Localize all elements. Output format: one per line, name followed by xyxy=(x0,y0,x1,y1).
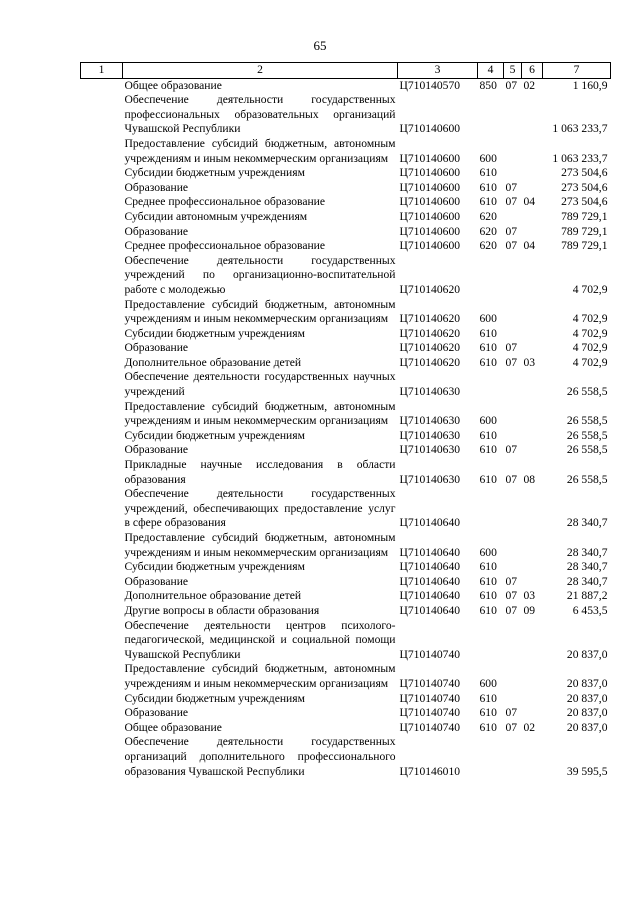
amount-cell: 28 340,7 xyxy=(566,545,608,559)
header-col-5: 5 xyxy=(504,63,522,79)
row-index-cell xyxy=(81,239,123,254)
amount-cell: 26 558,5 xyxy=(566,385,608,399)
subsection-cell xyxy=(522,254,543,298)
target-code-cell: Ц710140640 xyxy=(399,603,461,617)
amount-cell: 20 837,0 xyxy=(566,691,608,705)
table-header-row xyxy=(81,63,611,79)
table-row xyxy=(81,735,611,779)
item-name-cell: Субсидии бюджетным учреждениям xyxy=(124,691,305,705)
amount-cell: 39 595,5 xyxy=(566,764,608,778)
item-name-cell: Предоставление субсидий бюджетным, автономным учреждениям и иным некоммерческим организациям xyxy=(124,136,396,165)
expense-type-cell: 850 xyxy=(479,78,497,92)
row-index-cell xyxy=(81,181,123,196)
table-row xyxy=(81,298,611,327)
section-cell xyxy=(504,254,522,298)
table-row xyxy=(81,239,611,254)
amount-cell: 1 063 233,7 xyxy=(552,151,608,165)
subsection-cell: 09 xyxy=(523,603,536,617)
amount-cell: 20 837,0 xyxy=(566,647,608,661)
subsection-cell xyxy=(522,531,543,560)
target-code-cell: Ц710140630 xyxy=(399,428,461,442)
subsection-cell xyxy=(522,706,543,721)
target-code-cell: Ц710140740 xyxy=(399,676,461,690)
row-index-cell xyxy=(81,662,123,691)
item-name-cell: Обеспечение деятельности государственных профессиональных образовательных организаций Чувашской Республики xyxy=(124,93,396,136)
target-code-cell: Ц710140620 xyxy=(399,341,461,355)
table-row xyxy=(81,137,611,166)
expense-type-cell: 610 xyxy=(479,706,497,720)
target-code-cell: Ц710140600 xyxy=(399,166,461,180)
subsection-cell xyxy=(522,166,543,181)
amount-cell: 21 887,2 xyxy=(566,589,608,603)
item-name-cell: Образование xyxy=(124,180,189,194)
table-row xyxy=(81,181,611,196)
table-row xyxy=(81,531,611,560)
section-cell xyxy=(504,400,522,429)
row-index-cell xyxy=(81,370,123,399)
row-index-cell xyxy=(81,487,123,531)
amount-cell: 789 729,1 xyxy=(561,209,608,223)
amount-cell: 4 702,9 xyxy=(572,341,608,355)
section-cell: 07 xyxy=(505,706,518,720)
expense-type-cell: 610 xyxy=(479,428,497,442)
target-code-cell: Ц710146010 xyxy=(399,764,461,778)
section-cell xyxy=(504,137,522,166)
section-cell: 07 xyxy=(505,472,518,486)
table-row xyxy=(81,327,611,342)
expense-type-cell: 610 xyxy=(479,355,497,369)
item-name-cell: Другие вопросы в области образования xyxy=(124,603,320,617)
item-name-cell: Образование xyxy=(124,706,189,720)
amount-cell: 28 340,7 xyxy=(566,574,608,588)
target-code-cell: Ц710140620 xyxy=(399,312,461,326)
amount-cell: 1 063 233,7 xyxy=(552,122,608,136)
expense-type-cell: 600 xyxy=(479,151,497,165)
subsection-cell xyxy=(522,429,543,444)
item-name-cell: Прикладные научные исследования в области образования xyxy=(124,458,396,486)
subsection-cell xyxy=(522,327,543,342)
row-index-cell xyxy=(81,225,123,240)
item-name-cell: Образование xyxy=(124,574,189,588)
section-cell: 07 xyxy=(505,224,518,238)
item-name-cell: Среднее профессиональное образование xyxy=(124,195,326,209)
expense-type-cell xyxy=(478,487,504,531)
row-index-cell xyxy=(81,195,123,210)
amount-cell: 20 837,0 xyxy=(566,720,608,734)
row-index-cell xyxy=(81,298,123,327)
subsection-cell xyxy=(522,210,543,225)
item-name-cell: Субсидии бюджетным учреждениям xyxy=(124,428,305,442)
subsection-cell xyxy=(522,443,543,458)
expense-type-cell: 610 xyxy=(479,603,497,617)
expense-type-cell: 610 xyxy=(479,720,497,734)
row-index-cell xyxy=(81,78,123,93)
subsection-cell xyxy=(522,619,543,663)
expense-type-cell xyxy=(478,370,504,399)
subsection-cell xyxy=(522,400,543,429)
table-row xyxy=(81,429,611,444)
section-cell xyxy=(504,370,522,399)
subsection-cell xyxy=(522,662,543,691)
section-cell: 07 xyxy=(505,574,518,588)
expense-type-cell: 610 xyxy=(479,341,497,355)
subsection-cell xyxy=(522,487,543,531)
section-cell: 07 xyxy=(505,589,518,603)
table-row xyxy=(81,662,611,691)
item-name-cell: Обеспечение деятельности государственных учреждений по организационно-воспитательной работе с молодежью xyxy=(124,253,396,296)
expense-type-cell: 620 xyxy=(479,224,497,238)
expense-type-cell xyxy=(478,254,504,298)
target-code-cell: Ц710140740 xyxy=(399,691,461,705)
target-code-cell: Ц710140600 xyxy=(399,195,461,209)
item-name-cell: Предоставление субсидий бюджетным, автономным учреждениям и иным некоммерческим организациям xyxy=(124,531,396,559)
row-index-cell xyxy=(81,531,123,560)
table-row xyxy=(81,560,611,575)
section-cell: 07 xyxy=(505,720,518,734)
item-name-cell: Общее образование xyxy=(124,720,222,734)
item-name-cell: Дополнительное образование детей xyxy=(124,355,302,369)
subsection-cell: 03 xyxy=(523,589,536,603)
subsection-cell xyxy=(522,298,543,327)
target-code-cell: Ц710140740 xyxy=(399,647,461,661)
table-row xyxy=(81,225,611,240)
table-row xyxy=(81,589,611,604)
expense-type-cell: 620 xyxy=(479,239,497,253)
expense-type-cell xyxy=(478,619,504,663)
expense-type-cell: 600 xyxy=(479,312,497,326)
subsection-cell xyxy=(522,225,543,240)
header-col-6: 6 xyxy=(522,63,543,79)
target-code-cell: Ц710140600 xyxy=(399,239,461,253)
row-index-cell xyxy=(81,619,123,663)
row-index-cell xyxy=(81,327,123,342)
table-row xyxy=(81,254,611,298)
subsection-cell: 08 xyxy=(523,472,536,486)
page-number: 65 xyxy=(313,38,327,53)
subsection-cell: 02 xyxy=(523,720,536,734)
amount-cell: 273 504,6 xyxy=(561,180,608,194)
table-row xyxy=(81,721,611,736)
subsection-cell xyxy=(522,560,543,575)
target-code-cell: Ц710140600 xyxy=(399,122,461,136)
expense-type-cell: 610 xyxy=(479,443,497,457)
amount-cell: 20 837,0 xyxy=(566,676,608,690)
expense-type-cell: 610 xyxy=(479,691,497,705)
subsection-cell xyxy=(522,341,543,356)
table-row xyxy=(81,210,611,225)
row-index-cell xyxy=(81,210,123,225)
table-row xyxy=(81,692,611,707)
target-code-cell: Ц710140630 xyxy=(399,385,461,399)
section-cell xyxy=(504,662,522,691)
target-code-cell: Ц710140740 xyxy=(399,720,461,734)
section-cell xyxy=(504,210,522,225)
expense-type-cell: 610 xyxy=(479,166,497,180)
budget-table xyxy=(80,62,611,779)
expense-type-cell: 610 xyxy=(479,326,497,340)
amount-cell: 4 702,9 xyxy=(572,312,608,326)
item-name-cell: Субсидии бюджетным учреждениям xyxy=(124,560,305,574)
table-row xyxy=(81,575,611,590)
row-index-cell xyxy=(81,735,123,779)
table-row xyxy=(81,341,611,356)
item-name-cell: Обеспечение деятельности государственных научных учреждений xyxy=(124,370,396,399)
row-index-cell xyxy=(81,429,123,444)
amount-cell: 4 702,9 xyxy=(572,282,608,296)
target-code-cell: Ц710140630 xyxy=(399,443,461,457)
amount-cell: 1 160,9 xyxy=(572,78,608,92)
row-index-cell xyxy=(81,166,123,181)
table-row xyxy=(81,195,611,210)
subsection-cell: 03 xyxy=(523,355,536,369)
subsection-cell xyxy=(522,575,543,590)
row-index-cell xyxy=(81,458,123,487)
amount-cell: 26 558,5 xyxy=(566,414,608,428)
amount-cell: 20 837,0 xyxy=(566,706,608,720)
amount-cell: 273 504,6 xyxy=(561,166,608,180)
section-cell xyxy=(504,619,522,663)
expense-type-cell xyxy=(478,735,504,779)
target-code-cell: Ц710140630 xyxy=(399,414,461,428)
section-cell: 07 xyxy=(505,355,518,369)
subsection-cell: 02 xyxy=(523,78,536,92)
amount-cell: 26 558,5 xyxy=(566,443,608,457)
expense-type-cell: 600 xyxy=(479,545,497,559)
target-code-cell: Ц710140630 xyxy=(399,472,461,486)
expense-type-cell: 610 xyxy=(479,574,497,588)
table-row xyxy=(81,706,611,721)
amount-cell: 789 729,1 xyxy=(561,239,608,253)
amount-cell: 26 558,5 xyxy=(566,472,608,486)
section-cell xyxy=(504,692,522,707)
target-code-cell: Ц710140600 xyxy=(399,224,461,238)
expense-type-cell: 610 xyxy=(479,180,497,194)
header-col-2: 2 xyxy=(123,63,398,79)
row-index-cell xyxy=(81,400,123,429)
amount-cell: 273 504,6 xyxy=(561,195,608,209)
section-cell xyxy=(504,298,522,327)
subsection-cell xyxy=(522,137,543,166)
target-code-cell: Ц710140640 xyxy=(399,516,461,530)
table-row xyxy=(81,78,611,93)
row-index-cell xyxy=(81,93,123,137)
subsection-cell xyxy=(522,93,543,137)
amount-cell: 28 340,7 xyxy=(566,560,608,574)
row-index-cell xyxy=(81,575,123,590)
expense-type-cell: 610 xyxy=(479,589,497,603)
section-cell xyxy=(504,531,522,560)
target-code-cell: Ц710140570 xyxy=(399,78,461,92)
table-row xyxy=(81,458,611,487)
row-index-cell xyxy=(81,589,123,604)
row-index-cell xyxy=(81,604,123,619)
subsection-cell: 04 xyxy=(523,195,536,209)
item-name-cell: Дополнительное образование детей xyxy=(124,589,302,603)
expense-type-cell: 610 xyxy=(479,472,497,486)
item-name-cell: Общее образование xyxy=(124,78,222,92)
section-cell: 07 xyxy=(505,603,518,617)
subsection-cell: 04 xyxy=(523,239,536,253)
table-row xyxy=(81,93,611,137)
amount-cell: 26 558,5 xyxy=(566,428,608,442)
table-row xyxy=(81,400,611,429)
section-cell xyxy=(504,487,522,531)
target-code-cell: Ц710140600 xyxy=(399,209,461,223)
subsection-cell xyxy=(522,735,543,779)
table-body xyxy=(81,78,611,779)
expense-type-cell: 610 xyxy=(479,560,497,574)
section-cell: 07 xyxy=(505,78,518,92)
row-index-cell xyxy=(81,341,123,356)
item-name-cell: Субсидии бюджетным учреждениям xyxy=(124,166,305,180)
table-row xyxy=(81,443,611,458)
item-name-cell: Обеспечение деятельности государственных учреждений, обеспечивающих предоставление услуг в сфере образования xyxy=(124,487,396,530)
item-name-cell: Обеспечение деятельности государственных организаций дополнительного профессионального образования Чувашской Республики xyxy=(124,735,396,778)
subsection-cell xyxy=(522,692,543,707)
target-code-cell: Ц710140640 xyxy=(399,560,461,574)
target-code-cell: Ц710140600 xyxy=(399,151,461,165)
table-row xyxy=(81,356,611,371)
table-row xyxy=(81,487,611,531)
item-name-cell: Субсидии бюджетным учреждениям xyxy=(124,326,305,340)
amount-cell: 6 453,5 xyxy=(572,603,608,617)
target-code-cell: Ц710140640 xyxy=(399,589,461,603)
table-row xyxy=(81,370,611,399)
subsection-cell xyxy=(522,181,543,196)
section-cell xyxy=(504,93,522,137)
item-name-cell: Предоставление субсидий бюджетным, автономным учреждениям и иным некоммерческим организациям xyxy=(124,662,396,690)
table-row xyxy=(81,166,611,181)
section-cell: 07 xyxy=(505,341,518,355)
row-index-cell xyxy=(81,560,123,575)
item-name-cell: Предоставление субсидий бюджетным, автономным учреждениям и иным некоммерческим организациям xyxy=(124,297,396,326)
target-code-cell: Ц710140640 xyxy=(399,574,461,588)
expense-type-cell: 600 xyxy=(479,676,497,690)
section-cell xyxy=(504,560,522,575)
item-name-cell: Образование xyxy=(124,224,189,238)
section-cell xyxy=(504,735,522,779)
row-index-cell xyxy=(81,254,123,298)
row-index-cell xyxy=(81,706,123,721)
expense-type-cell: 600 xyxy=(479,414,497,428)
target-code-cell: Ц710140620 xyxy=(399,326,461,340)
item-name-cell: Предоставление субсидий бюджетным, автономным учреждениям и иным некоммерческим организациям xyxy=(124,399,396,428)
item-name-cell: Образование xyxy=(124,341,189,355)
row-index-cell xyxy=(81,137,123,166)
row-index-cell xyxy=(81,692,123,707)
header-col-7: 7 xyxy=(543,63,611,79)
section-cell xyxy=(504,429,522,444)
row-index-cell xyxy=(81,721,123,736)
item-name-cell: Образование xyxy=(124,443,189,457)
amount-cell: 789 729,1 xyxy=(561,224,608,238)
table-row xyxy=(81,619,611,663)
row-index-cell xyxy=(81,443,123,458)
header-col-3: 3 xyxy=(398,63,478,79)
section-cell xyxy=(504,166,522,181)
table-row xyxy=(81,604,611,619)
item-name-cell: Субсидии автономным учреждениям xyxy=(124,209,308,223)
header-col-1: 1 xyxy=(81,63,123,79)
subsection-cell xyxy=(522,370,543,399)
section-cell: 07 xyxy=(505,239,518,253)
section-cell: 07 xyxy=(505,443,518,457)
target-code-cell: Ц710140620 xyxy=(399,355,461,369)
target-code-cell: Ц710140600 xyxy=(399,180,461,194)
item-name-cell: Обеспечение деятельности центров психолого-педагогической, медицинской и социальной помощи Чувашской Республики xyxy=(124,618,396,661)
section-cell xyxy=(504,327,522,342)
expense-type-cell xyxy=(478,93,504,137)
target-code-cell: Ц710140640 xyxy=(399,545,461,559)
section-cell: 07 xyxy=(505,180,518,194)
amount-cell: 4 702,9 xyxy=(572,326,608,340)
header-col-4: 4 xyxy=(478,63,504,79)
target-code-cell: Ц710140620 xyxy=(399,282,461,296)
expense-type-cell: 620 xyxy=(479,209,497,223)
section-cell: 07 xyxy=(505,195,518,209)
item-name-cell: Среднее профессиональное образование xyxy=(124,239,326,253)
amount-cell: 28 340,7 xyxy=(566,516,608,530)
row-index-cell xyxy=(81,356,123,371)
expense-type-cell: 610 xyxy=(479,195,497,209)
target-code-cell: Ц710140740 xyxy=(399,706,461,720)
amount-cell: 4 702,9 xyxy=(572,355,608,369)
